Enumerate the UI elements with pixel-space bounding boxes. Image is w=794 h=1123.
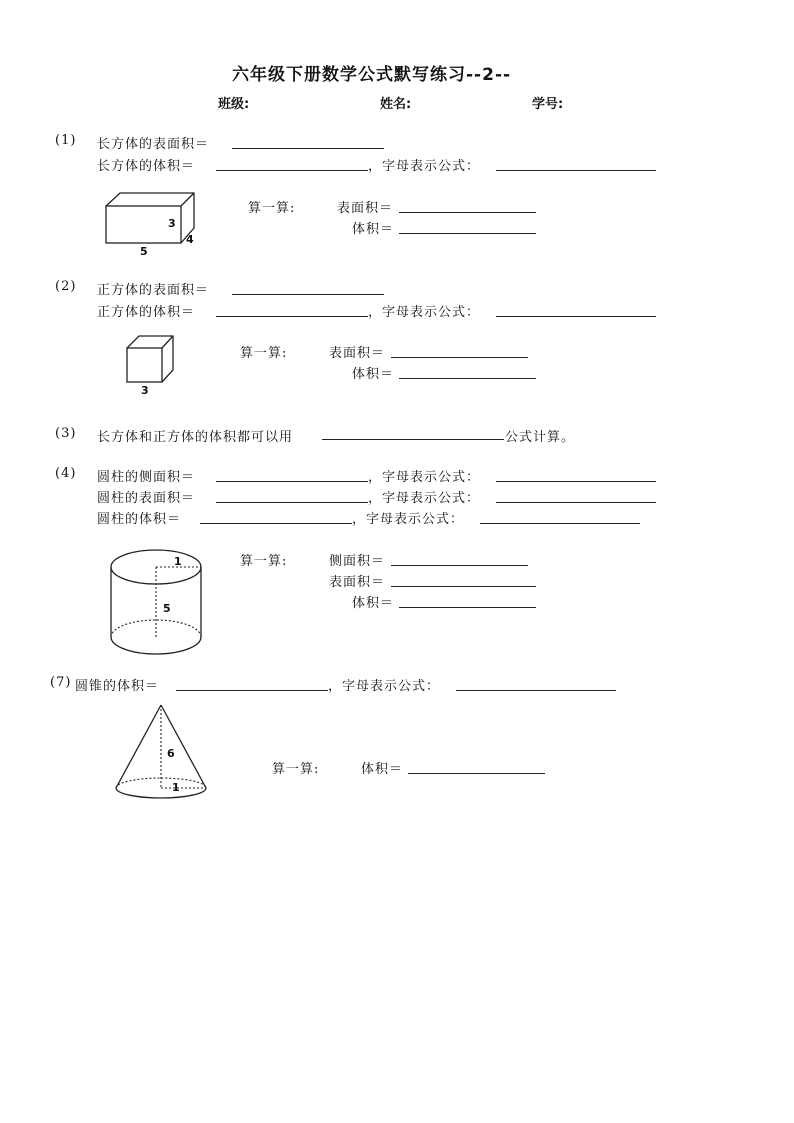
cuboid-height-label: 3 [168,217,176,230]
q7-letter-formula-blank[interactable] [456,690,616,691]
q1-surface-blank[interactable] [232,148,384,149]
q4-calc-surface-label: 表面积＝ [329,575,386,590]
q1-letter-formula-label: ，字母表示公式： [368,159,481,174]
cylinder-radius-label: 1 [174,555,182,568]
q1-calc-volume-label: 体积＝ [352,222,395,237]
q2-calc-volume-label: 体积＝ [352,367,395,382]
student-id-label: 学号: [532,97,564,112]
q2-calc-surface-blank[interactable] [391,357,528,358]
q4-calc-surface-blank[interactable] [391,586,536,587]
cube-edge-label: 3 [141,384,149,397]
cube-figure [122,333,182,395]
q1-volume-label: 长方体的体积＝ [97,159,196,174]
name-label: 姓名: [380,97,412,112]
q4-lateral-letter-label: ，字母表示公式： [368,470,481,485]
q7-volume-label: 圆锥的体积＝ [75,679,160,694]
q4-volume-letter-blank[interactable] [480,523,640,524]
q3-text-after: 公式计算。 [505,430,576,445]
cone-figure [110,700,215,805]
q2-number: (2) [55,279,77,294]
cuboid-figure [100,188,210,258]
q4-calc-volume-label: 体积＝ [352,596,395,611]
q2-calc-surface-label: 表面积＝ [329,346,386,361]
q1-calc-surface-blank[interactable] [399,212,536,213]
q2-volume-blank[interactable] [216,316,368,317]
q4-lateral-blank[interactable] [216,481,368,482]
q4-surface-label: 圆柱的表面积＝ [97,491,196,506]
q1-calc-volume-blank[interactable] [399,233,536,234]
q7-calc-volume-label: 体积＝ [361,762,404,777]
q7-volume-blank[interactable] [176,690,328,691]
cylinder-height-label: 5 [163,602,171,615]
q4-calc-label: 算一算: [240,554,288,569]
cone-radius-label: 1 [172,781,180,794]
q4-volume-letter-label: ，字母表示公式： [352,512,465,527]
page-title: 六年级下册数学公式默写练习--2-- [232,65,512,85]
q2-calc-label: 算一算: [240,346,288,361]
class-label: 班级: [218,97,250,112]
q4-number: (4) [55,466,77,481]
q1-letter-formula-blank[interactable] [496,170,656,171]
q7-letter-formula-label: ，字母表示公式： [328,679,441,694]
q7-number: (7) [50,675,72,690]
q4-lateral-letter-blank[interactable] [496,481,656,482]
q2-volume-label: 正方体的体积＝ [97,305,196,320]
q4-surface-letter-label: ，字母表示公式： [368,491,481,506]
q1-calc-surface-label: 表面积＝ [337,201,394,216]
cuboid-length-label: 5 [140,245,148,258]
q2-surface-label: 正方体的表面积＝ [97,283,210,298]
q4-calc-lateral-label: 侧面积＝ [329,554,386,569]
q7-calc-label: 算一算: [272,762,320,777]
q3-number: (3) [55,426,77,441]
q1-number: (1) [55,133,77,148]
q2-letter-formula-label: ，字母表示公式： [368,305,481,320]
q4-calc-lateral-blank[interactable] [391,565,528,566]
cylinder-figure [105,545,215,660]
q4-calc-volume-blank[interactable] [399,607,536,608]
q4-volume-label: 圆柱的体积＝ [97,512,182,527]
q4-lateral-label: 圆柱的侧面积＝ [97,470,196,485]
q4-surface-blank[interactable] [216,502,368,503]
q3-text-before: 长方体和正方体的体积都可以用 [97,430,294,445]
q2-calc-volume-blank[interactable] [399,378,536,379]
q1-volume-blank[interactable] [216,170,368,171]
q4-volume-blank[interactable] [200,523,352,524]
q1-calc-label: 算一算: [248,201,296,216]
cone-height-label: 6 [167,747,175,760]
q3-blank[interactable] [322,439,504,440]
q4-surface-letter-blank[interactable] [496,502,656,503]
q1-surface-label: 长方体的表面积＝ [97,137,210,152]
q2-letter-formula-blank[interactable] [496,316,656,317]
q7-calc-volume-blank[interactable] [408,773,545,774]
cuboid-width-label: 4 [186,233,194,246]
q2-surface-blank[interactable] [232,294,384,295]
